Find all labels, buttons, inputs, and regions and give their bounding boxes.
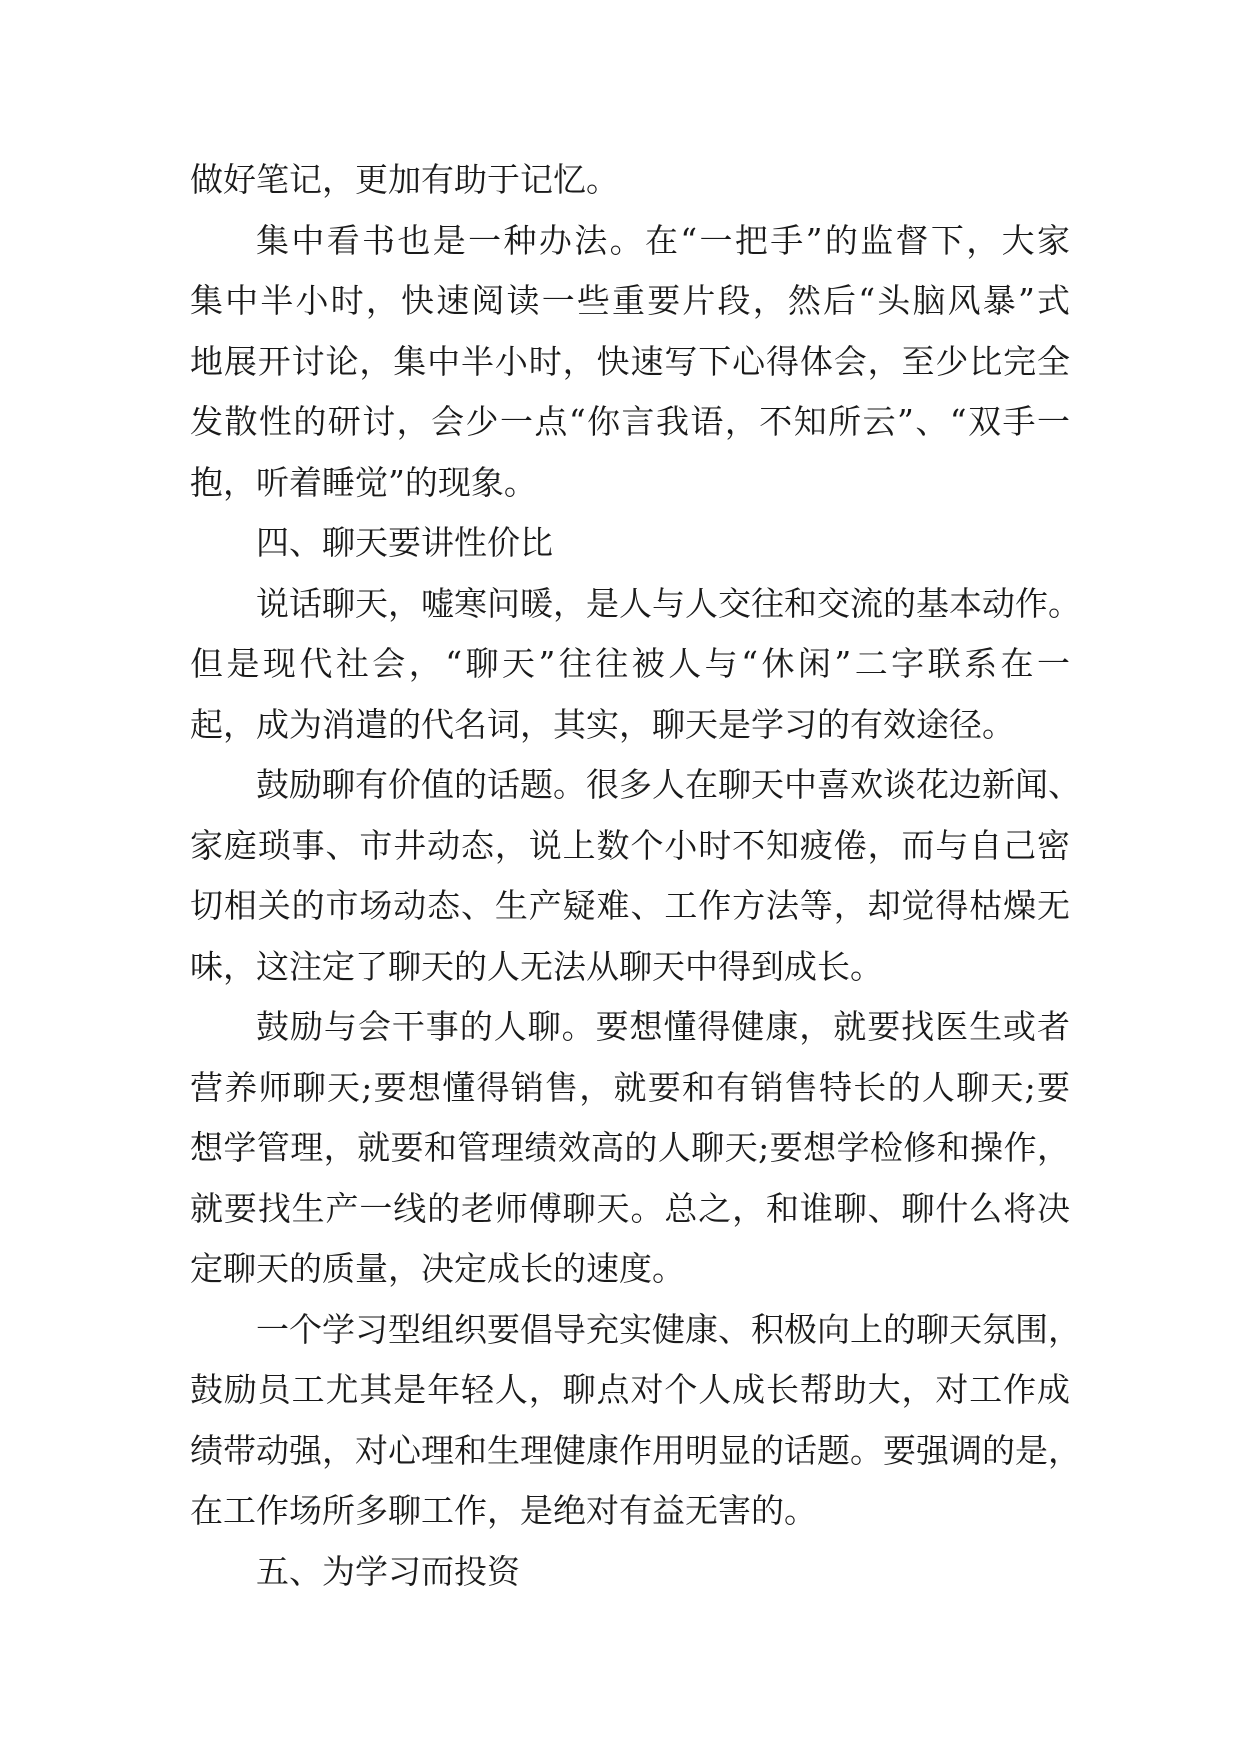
text-line: 鼓励聊有价值的话题。很多人在聊天中喜欢谈花边新闻、 — [256, 765, 1081, 804]
text-line: 想学管理，就要和管理绩效高的人聊天;要想学检修和操作， — [190, 1128, 1070, 1167]
text-line: 起，成为消遣的代名词，其实，聊天是学习的有效途径。 — [190, 704, 1015, 744]
text-line: 抱，听着睡觉”的现象。 — [190, 462, 537, 502]
text-line: 家庭琐事、市井动态，说上数个小时不知疲倦，而与自己密 — [190, 825, 1070, 865]
text-line: 地展开讨论，集中半小时，快速写下心得体会，至少比完全 — [190, 341, 1070, 381]
body-text — [190, 150, 1081, 1602]
text-line: 味，这注定了聊天的人无法从聊天中得到成长。 — [190, 946, 883, 986]
text-line: 一个学习型组织要倡导充实健康、积极向上的聊天氛围， — [256, 1309, 1081, 1349]
text-line: 集中半小时，快速阅读一些重要片段，然后“头脑风暴”式 — [190, 281, 1070, 320]
text-line: 鼓励与会干事的人聊。要想懂得健康，就要找医生或者 — [256, 1007, 1070, 1046]
text-line: 鼓励员工尤其是年轻人，聊点对个人成长帮助大，对工作成 — [190, 1370, 1070, 1409]
text-line: 发散性的研讨，会少一点“你言我语，不知所云”、“双手一 — [190, 402, 1070, 441]
text-line: 四、聊天要讲性价比 — [256, 523, 553, 562]
text-line: 切相关的市场动态、生产疑难、工作方法等，却觉得枯燥无 — [190, 886, 1070, 925]
text-line: 做好笔记，更加有助于记忆。 — [190, 160, 619, 199]
text-line: 定聊天的质量，决定成长的速度。 — [190, 1249, 685, 1288]
text-line: 营养师聊天;要想懂得销售，就要和有销售特长的人聊天;要 — [190, 1067, 1070, 1107]
text-line: 在工作场所多聊工作，是绝对有益无害的。 — [190, 1491, 817, 1530]
text-line: 绩带动强，对心理和生理健康作用明显的话题。要强调的是， — [190, 1430, 1081, 1470]
text-line: 就要找生产一线的老师傅聊天。总之，和谁聊、聊什么将决 — [190, 1188, 1070, 1228]
text-line: 说话聊天，嘘寒问暖，是人与人交往和交流的基本动作。 — [256, 583, 1081, 623]
text-line: 但是现代社会，“聊天”往往被人与“休闲”二字联系在一 — [190, 644, 1070, 683]
text-line: 五、为学习而投资 — [256, 1551, 520, 1591]
text-line: 集中看书也是一种办法。在“一把手”的监督下，大家 — [256, 220, 1070, 260]
